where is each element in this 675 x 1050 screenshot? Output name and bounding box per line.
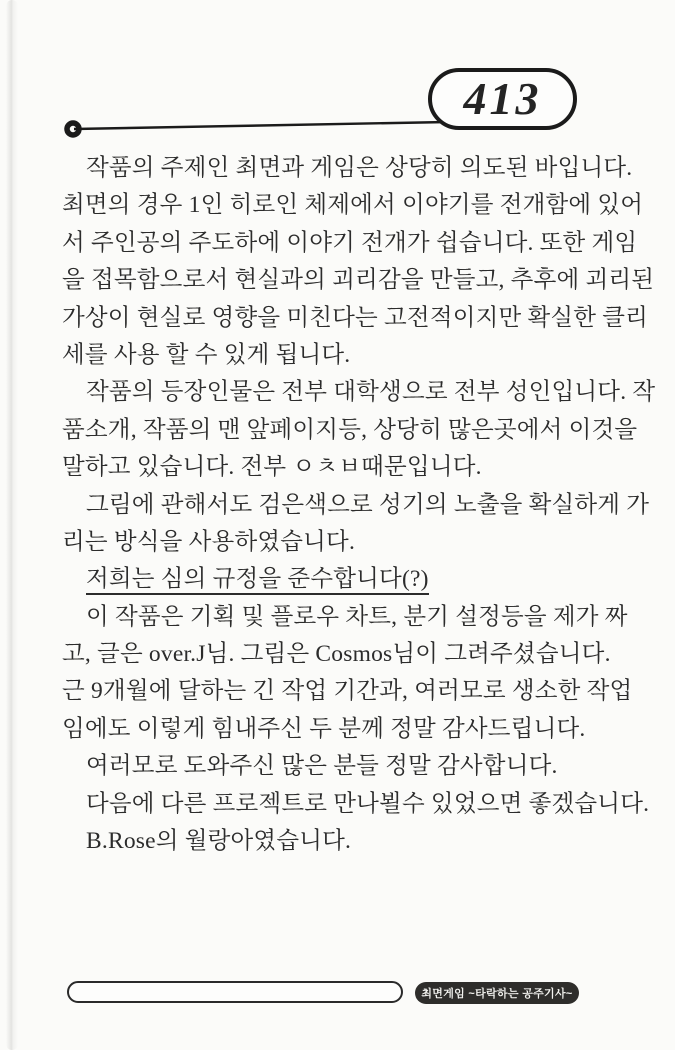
body-text-line: 이 작품은 기획 및 플로우 차트, 분기 설정등을 제가 짜 <box>86 603 628 630</box>
header-horizontal-rule <box>74 122 448 129</box>
body-text-line: 그림에 관해서도 검은색으로 성기의 노출을 확실하게 가 <box>86 491 650 518</box>
body-text-line: 말하고 있습니다. 전부 ㅇㅊㅂ때문입니다. <box>62 454 482 481</box>
body-text-line: 작품의 등장인물은 전부 대학생으로 전부 성인입니다. 작 <box>86 379 656 406</box>
body-text-line: 근 9개월에 달하는 긴 작업 기간과, 여러모로 생소한 작업 <box>62 678 633 705</box>
body-text-line: 가상이 현실로 영향을 미친다는 고전적이지만 확실한 클리 <box>62 304 649 331</box>
afterword-text-block <box>62 150 656 860</box>
footer-blank-pill <box>67 981 403 1003</box>
body-text-line: 여러모로 도와주신 많은 분들 정말 감사합니다. <box>86 753 558 780</box>
body-text-line: 작품의 주제인 최면과 게임은 상당히 의도된 바입니다. <box>86 155 633 181</box>
footer-title-badge <box>415 982 579 1004</box>
body-text-line: 최면의 경우 1인 히로인 체제에서 이야기를 전개함에 있어 <box>62 192 644 219</box>
body-text-line: 서 주인공의 주도하에 이야기 전개가 쉽습니다. 또한 게임 <box>62 229 638 256</box>
line-end-ring-icon <box>67 123 79 135</box>
page-number: 413 <box>463 72 542 124</box>
body-text-line-underlined <box>62 561 620 598</box>
body-text-line: B.Rose의 월랑아였습니다. <box>86 828 352 855</box>
body-text-line: 고, 글은 over.J님. 그림은 Cosmos님이 그려주셨습니다. <box>62 641 611 668</box>
body-text-line: 임에도 이렇게 힘내주신 두 분께 정말 감사드립니다. <box>62 715 586 742</box>
body-text-line: 을 접목함으로서 현실과의 괴리감을 만들고, 추후에 괴리된 <box>62 267 655 294</box>
body-text-line: 품소개, 작품의 맨 앞페이지등, 상당히 많은곳에서 이것을 <box>62 416 638 443</box>
underlined-statement: 저희는 심의 규정을 준수합니다(?) <box>86 566 429 595</box>
body-text-line: 다음에 다른 프로젝트로 만나뵐수 있었으면 좋겠습니다. <box>86 790 650 817</box>
body-text-line: 세를 사용 할 수 있게 됩니다. <box>62 341 351 368</box>
body-text-line: 리는 방식을 사용하였습니다. <box>62 528 356 555</box>
page-number-badge <box>428 68 577 130</box>
footer-title: 최면게임 ~타락하는 공주기사~ <box>421 988 573 1000</box>
